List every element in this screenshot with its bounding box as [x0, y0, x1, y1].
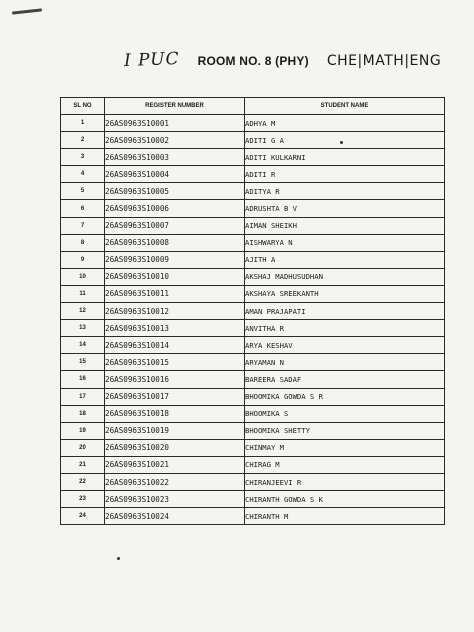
student-name-cell: ANVITHA R — [245, 320, 445, 337]
student-name-cell: BAREERA SADAF — [245, 371, 445, 388]
column-header-student-name: STUDENT NAME — [245, 98, 445, 115]
table-row — [61, 303, 445, 320]
sl-cell: 15 — [61, 354, 105, 371]
table-row — [61, 200, 445, 217]
student-name-cell: CHIRAG M — [245, 456, 445, 473]
table-row — [61, 371, 445, 388]
register-number-cell: 26AS0963S10006 — [105, 200, 245, 217]
register-number-cell: 26AS0963S10021 — [105, 456, 245, 473]
sl-cell: 20 — [61, 439, 105, 456]
sl-cell: 18 — [61, 405, 105, 422]
student-name-cell: CHIRANJEEVI R — [245, 473, 445, 490]
student-name-cell: ARYA KESHAV — [245, 337, 445, 354]
student-name-cell: BHOOMIKA SHETTY — [245, 422, 445, 439]
register-number-cell: 26AS0963S10002 — [105, 132, 245, 149]
register-number-cell: 26AS0963S10024 — [105, 508, 245, 525]
table-row — [61, 354, 445, 371]
table-row — [61, 268, 445, 285]
table-row — [61, 320, 445, 337]
student-name-cell: ADITI KULKARNI — [245, 149, 445, 166]
sl-cell: 1 — [61, 115, 105, 132]
register-number-cell: 26AS0963S10017 — [105, 388, 245, 405]
register-number-cell: 26AS0963S10015 — [105, 354, 245, 371]
sl-cell: 14 — [61, 337, 105, 354]
student-name-cell: AIMAN SHEIKH — [245, 217, 445, 234]
table-row — [61, 132, 445, 149]
table-row — [61, 217, 445, 234]
table-row — [61, 234, 445, 251]
student-name-cell: ADHYA M — [245, 115, 445, 132]
student-name-cell: ADITYA R — [245, 183, 445, 200]
table-row — [61, 473, 445, 490]
sl-cell: 4 — [61, 166, 105, 183]
student-name-cell: BHOOMIKA GOWDA S R — [245, 388, 445, 405]
class-label: I PUC — [123, 49, 180, 71]
student-roster-table — [60, 97, 445, 525]
stray-dot — [340, 141, 343, 144]
subjects-label: CHE|MATH|ENG — [326, 53, 442, 69]
table-row — [61, 405, 445, 422]
sl-cell: 3 — [61, 149, 105, 166]
student-name-cell: AKSHAJ MADHUSUDHAN — [245, 268, 445, 285]
student-name-cell: AISHWARYA N — [245, 234, 445, 251]
sl-cell: 11 — [61, 285, 105, 302]
register-number-cell: 26AS0963S10023 — [105, 491, 245, 508]
sl-cell: 5 — [61, 183, 105, 200]
register-number-cell: 26AS0963S10020 — [105, 439, 245, 456]
sl-cell: 2 — [61, 132, 105, 149]
table-row — [61, 388, 445, 405]
sl-cell: 23 — [61, 491, 105, 508]
sl-cell: 16 — [61, 371, 105, 388]
student-name-cell: ADITI R — [245, 166, 445, 183]
student-name-cell: BHOOMIKA S — [245, 405, 445, 422]
student-name-cell: AMAN PRAJAPATI — [245, 303, 445, 320]
roster-body — [61, 115, 445, 525]
register-number-cell: 26AS0963S10018 — [105, 405, 245, 422]
sl-cell: 10 — [61, 268, 105, 285]
sl-cell: 12 — [61, 303, 105, 320]
student-name-cell: ARYAMAN N — [245, 354, 445, 371]
student-name-cell: ADRUSHTA B V — [245, 200, 445, 217]
sheet-header — [124, 50, 441, 70]
table-row — [61, 337, 445, 354]
column-header-register-number: REGISTER NUMBER — [105, 98, 245, 115]
table-row — [61, 422, 445, 439]
room-number: ROOM NO. 8 (PHY) — [197, 54, 309, 68]
register-number-cell: 26AS0963S10016 — [105, 371, 245, 388]
register-number-cell: 26AS0963S10003 — [105, 149, 245, 166]
register-number-cell: 26AS0963S10013 — [105, 320, 245, 337]
sl-cell: 17 — [61, 388, 105, 405]
student-name-cell: CHINMAY M — [245, 439, 445, 456]
sl-cell: 21 — [61, 456, 105, 473]
column-header-sl-no: SL NO — [61, 98, 105, 115]
scan-mark — [12, 8, 42, 14]
sl-cell: 19 — [61, 422, 105, 439]
table-row — [61, 508, 445, 525]
table-row — [61, 166, 445, 183]
table-row — [61, 149, 445, 166]
table-row — [61, 456, 445, 473]
student-name-cell: CHIRANTH GOWDA S K — [245, 491, 445, 508]
student-name-cell: AKSHAYA SREEKANTH — [245, 285, 445, 302]
table-row — [61, 115, 445, 132]
register-number-cell: 26AS0963S10005 — [105, 183, 245, 200]
stray-dot — [117, 557, 120, 560]
table-header-row — [61, 98, 445, 115]
sl-cell: 9 — [61, 251, 105, 268]
register-number-cell: 26AS0963S10001 — [105, 115, 245, 132]
table-row — [61, 251, 445, 268]
register-number-cell: 26AS0963S10010 — [105, 268, 245, 285]
sl-cell: 6 — [61, 200, 105, 217]
register-number-cell: 26AS0963S10007 — [105, 217, 245, 234]
sl-cell: 13 — [61, 320, 105, 337]
register-number-cell: 26AS0963S10011 — [105, 285, 245, 302]
table-row — [61, 285, 445, 302]
register-number-cell: 26AS0963S10022 — [105, 473, 245, 490]
sl-cell: 8 — [61, 234, 105, 251]
register-number-cell: 26AS0963S10019 — [105, 422, 245, 439]
register-number-cell: 26AS0963S10012 — [105, 303, 245, 320]
table-row — [61, 439, 445, 456]
sl-cell: 7 — [61, 217, 105, 234]
table-row — [61, 491, 445, 508]
register-number-cell: 26AS0963S10009 — [105, 251, 245, 268]
register-number-cell: 26AS0963S10008 — [105, 234, 245, 251]
table-row — [61, 183, 445, 200]
student-name-cell: CHIRANTH M — [245, 508, 445, 525]
sl-cell: 24 — [61, 508, 105, 525]
register-number-cell: 26AS0963S10004 — [105, 166, 245, 183]
register-number-cell: 26AS0963S10014 — [105, 337, 245, 354]
student-name-cell: AJITH A — [245, 251, 445, 268]
student-name-cell: ADITI G A — [245, 132, 445, 149]
sl-cell: 22 — [61, 473, 105, 490]
